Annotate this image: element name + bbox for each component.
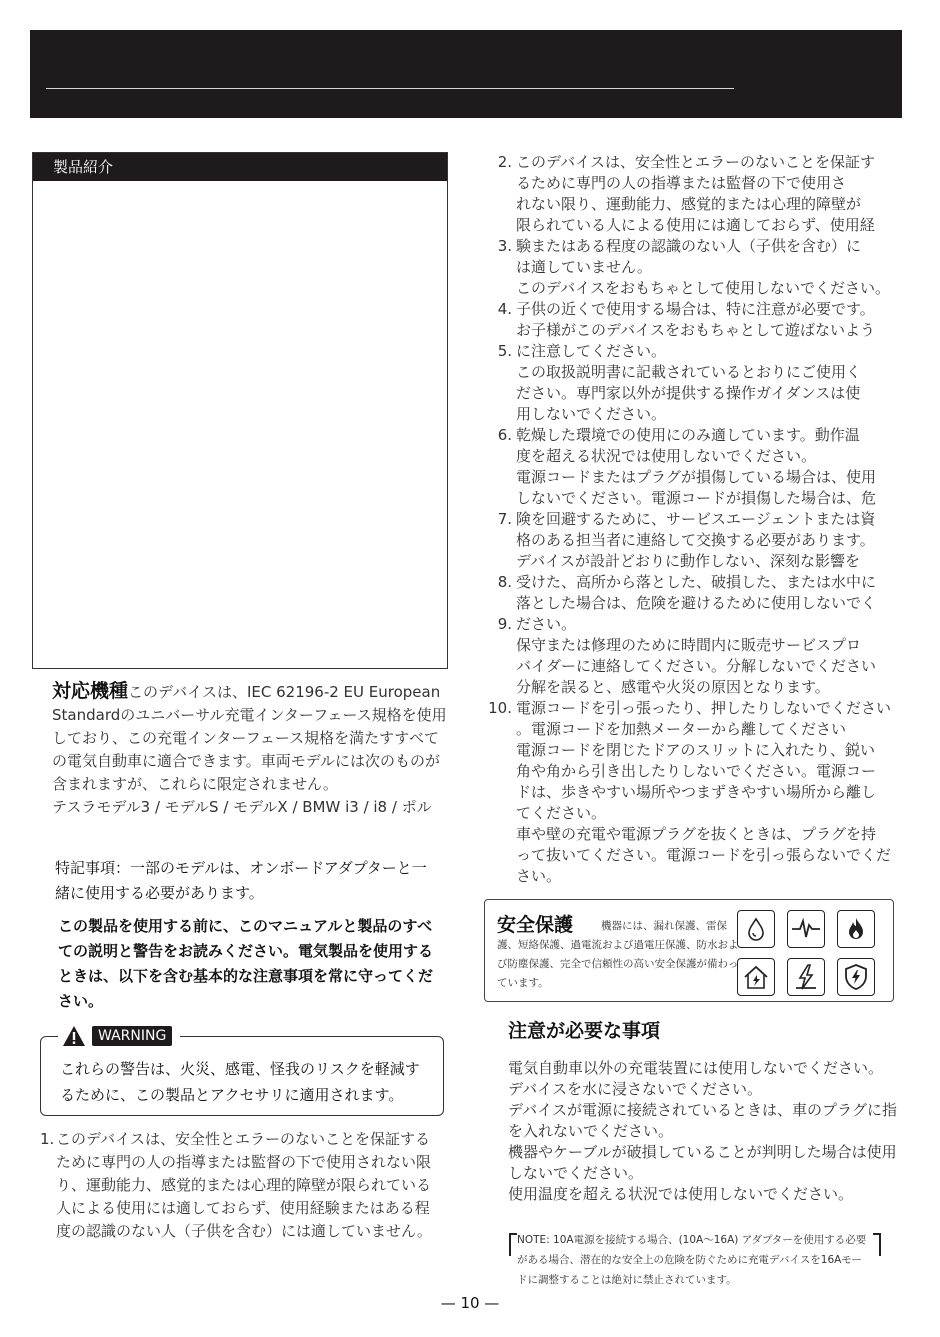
list-row (484, 236, 894, 257)
list-row (484, 341, 894, 362)
list-row (484, 320, 894, 341)
list-row-text: このデバイスをおもちゃとして使用しないでください。 (516, 279, 890, 297)
caution-item: 電気自動車以外の充電装置には使用しないでください。 (508, 1059, 884, 1077)
list-row (484, 677, 894, 698)
list-row-number (484, 824, 516, 845)
list-row-text: ドは、歩きやすい場所やつまずきやすい場所から離し (516, 783, 877, 801)
list-row (484, 866, 894, 887)
read-manual-note: この製品を使用する前に、このマニュアルと製品のすべての説明と警告をお読みください。電気製品を使用するときは、以下を含む基本的な注意事項を常に守ってください。 (58, 917, 434, 1010)
safety-protection-box (484, 899, 894, 1002)
caution-item: デバイスが電源に接続されているときは、車のプラグに指を入れないでください。 (508, 1101, 897, 1140)
list-row-number (484, 719, 516, 740)
list-row-text: 。電源コードを加熱メーターから離してください (516, 720, 847, 738)
house-lightning-icon (737, 958, 775, 996)
list-row-text: れない限り、運動能力、感覚的または心理的障壁が (516, 195, 862, 213)
list-row-text: 落とした場合は、危険を避けるために使用しないでく (516, 594, 877, 612)
lightning-slash-icon (787, 958, 825, 996)
list-row-number (484, 383, 516, 404)
safety-item-1 (40, 1128, 435, 1243)
list-row-number: 6. (497, 426, 512, 444)
list-row (484, 446, 894, 467)
list-row-number: 2. (497, 153, 512, 171)
list-row-number (484, 635, 516, 656)
list-row (484, 698, 894, 719)
safety-protection-title: 安全保護 (497, 914, 574, 936)
list-row (484, 803, 894, 824)
list-row-text: 格のある担当者に連絡して交換する必要があります。 (516, 531, 875, 549)
list-row-number: 10. (488, 699, 512, 717)
caution-item: 使用温度を超える状況では使用しないでください。 (508, 1185, 854, 1203)
note-text: NOTE: 10A電源を接続する場合、(10A〜16A) アダプターを使用する必要がある場合、潜在的な安全上の危険を防ぐために充電デバイスを16Aモードに調整することは絶対に禁止されています。 (517, 1234, 867, 1286)
special-note: 特記事項：一部のモデルは、オンボードアダプターと一緒に使用する必要があります。 (55, 859, 427, 902)
list-row-text: 険を回避するために、サービスエージェントまたは資 (516, 510, 876, 528)
list-row-number (484, 677, 516, 698)
list-row-number (484, 488, 516, 509)
list-row (484, 572, 894, 593)
list-row-text: お子様がこのデバイスをおもちゃとして遊ばないよう (516, 321, 875, 339)
product-intro-heading: 製品紹介 (33, 153, 447, 181)
list-row-text: しないでください。電源コードが損傷した場合は、危 (516, 489, 877, 507)
list-row (484, 824, 894, 845)
list-row-text: 電源コードを引っ張ったり、押したりしないでください (516, 699, 892, 717)
list-row (484, 593, 894, 614)
page-number: — 10 — (440, 1294, 500, 1312)
list-row-text: 用しないでください。 (516, 405, 667, 423)
list-row (484, 383, 894, 404)
list-row-number: 4. (497, 300, 512, 318)
product-intro-box (32, 152, 448, 669)
shield-lightning-icon (837, 958, 875, 996)
list-row-text: 験またはある程度の認識のない人（子供を含む）に (516, 237, 862, 255)
list-row-text: 電源コードまたはプラグが損傷している場合は、使用 (516, 468, 877, 486)
compatible-models-heading: 対応機種 (52, 680, 129, 702)
list-row-number: 8. (497, 573, 512, 591)
list-row (484, 782, 894, 803)
list-row (484, 488, 894, 509)
list-row (484, 278, 894, 299)
list-row-number (484, 593, 516, 614)
list-row-text: デバイスが設計どおりに動作しない、深刻な影響を (516, 552, 860, 570)
list-row-text: るために専門の人の指導または監督の下で使用さ (516, 174, 847, 192)
list-row-text: 子供の近くで使用する場合は、特に注意が必要です。 (516, 300, 875, 318)
water-drop-icon (737, 910, 775, 948)
surge-wave-icon (787, 910, 825, 948)
list-row-number (484, 845, 516, 866)
list-row-number (484, 530, 516, 551)
list-row (484, 152, 894, 173)
list-row-text: ださい。専門家以外が提供する操作ガイダンスは使 (516, 384, 861, 402)
list-row-number (484, 656, 516, 677)
list-row-number (484, 551, 516, 572)
list-row-text: 度を超える状況では使用しないでください。 (516, 447, 817, 465)
list-row-text: バイダーに連絡してください。分解しないでください (516, 657, 877, 675)
list-row (484, 530, 894, 551)
list-row-text: 受けた、高所から落とした、破損した、または水中に (516, 573, 877, 591)
list-row-number (484, 404, 516, 425)
list-row (484, 761, 894, 782)
safety-items-list (484, 152, 894, 887)
list-row-text: 車や壁の充電や電源プラグを抜くときは、プラグを持 (516, 825, 877, 843)
caution-list (508, 1058, 908, 1205)
list-row (484, 194, 894, 215)
caution-title: 注意が必要な事項 (508, 1020, 661, 1042)
list-row-text: は適していません。 (516, 258, 652, 276)
list-row (484, 551, 894, 572)
protection-icons (737, 910, 875, 996)
list-row (484, 404, 894, 425)
list-row-text: って抜いてください。電源コードを引っ張らないでくだ (516, 846, 892, 864)
warning-label: WARNING (92, 1026, 172, 1046)
flame-icon (837, 910, 875, 948)
list-row-number (484, 278, 516, 299)
list-row-text: このデバイスは、安全性とエラーのないことを保証す (516, 153, 875, 171)
list-row-text: この取扱説明書に記載されているとおりにご使用く (516, 363, 862, 381)
list-row (484, 362, 894, 383)
list-row-text: ださい。 (516, 615, 577, 633)
list-row (484, 467, 894, 488)
list-row (484, 740, 894, 761)
compatible-models-body: このデバイスは、IEC 62196-2 EU European Standardのユニバーサル充電インターフェース規格を使用しており、この充電インターフェース規格を満たすすべての電気自動車に適合できます。車両モデルには次のものが含まれますが、これらに限定されません。 (52, 683, 447, 793)
list-row-number (484, 194, 516, 215)
header-rule (46, 88, 734, 89)
item-number: 1. (40, 1130, 55, 1148)
list-row (484, 173, 894, 194)
list-row (484, 215, 894, 236)
list-row-number: 7. (497, 510, 512, 528)
list-row-text: に注意してください。 (516, 342, 667, 360)
list-row (484, 425, 894, 446)
list-row-number (484, 803, 516, 824)
warning-header (58, 1024, 180, 1048)
list-row-number (484, 257, 516, 278)
warning-triangle-icon (62, 1025, 86, 1047)
safety-protection-description: 機器には、漏れ保護、雷保護、短絡保護、過電流および過電圧保護、防水および防塵保護、完全で信頼性の高い安全保護が備わっています。 (497, 920, 739, 989)
caution-item: 機器やケーブルが破損していることが判明した場合は使用しないでください。 (508, 1143, 897, 1182)
list-row-number (484, 740, 516, 761)
list-row-number: 3. (497, 237, 512, 255)
list-row-number: 9. (497, 615, 512, 633)
warning-text: これらの警告は、火災、感電、怪我のリスクを軽減するために、この製品とアクセサリに適用されます。 (60, 1060, 420, 1104)
list-row-text: 乾燥した環境での使用にのみ適しています。動作温 (516, 426, 860, 444)
compatible-models-list: テスラモデル3 / モデルS / モデルX / BMW i3 / i8 / ポル (52, 798, 432, 816)
list-row (484, 614, 894, 635)
list-row-text: てください。 (516, 804, 607, 822)
page-header-bar (30, 30, 902, 118)
list-row-number (484, 215, 516, 236)
list-row-text: 限られている人による使用には適しておらず、使用経 (516, 216, 875, 234)
list-row-number (484, 467, 516, 488)
list-row-number (484, 173, 516, 194)
list-row-text: さい。 (516, 867, 562, 885)
compatible-models-section (52, 680, 447, 819)
list-row-number (484, 362, 516, 383)
list-row-number (484, 320, 516, 341)
list-row (484, 635, 894, 656)
list-row-number: 5. (497, 342, 512, 360)
list-row-text: 角や角から引き出したりしないでください。電源コー (516, 762, 877, 780)
list-row-number (484, 446, 516, 467)
list-row (484, 509, 894, 530)
list-row-text: 電源コードを閉じたドアのスリットに入れたり、鋭い (516, 741, 875, 759)
list-row-text: 分解を誤ると、感電や火災の原因となります。 (516, 678, 830, 696)
list-row-number (484, 866, 516, 887)
list-row-number (484, 761, 516, 782)
list-row (484, 299, 894, 320)
list-row-text: 保守または修理のために時間内に販売サービスプロ (516, 636, 862, 654)
list-row (484, 257, 894, 278)
list-row (484, 656, 894, 677)
item-text: このデバイスは、安全性とエラーのないことを保証するために専門の人の指導または監督の下で使用されない限り、運動能力、感覚的または心理的障壁が限られている人による使用には適しておらず、使用経験またはある程度の認識のない人（子供を含む）には適していません。 (56, 1130, 432, 1240)
list-row-number (484, 782, 516, 803)
caution-item: デバイスを水に浸さないでください。 (508, 1080, 762, 1098)
list-row (484, 845, 894, 866)
list-row (484, 719, 894, 740)
